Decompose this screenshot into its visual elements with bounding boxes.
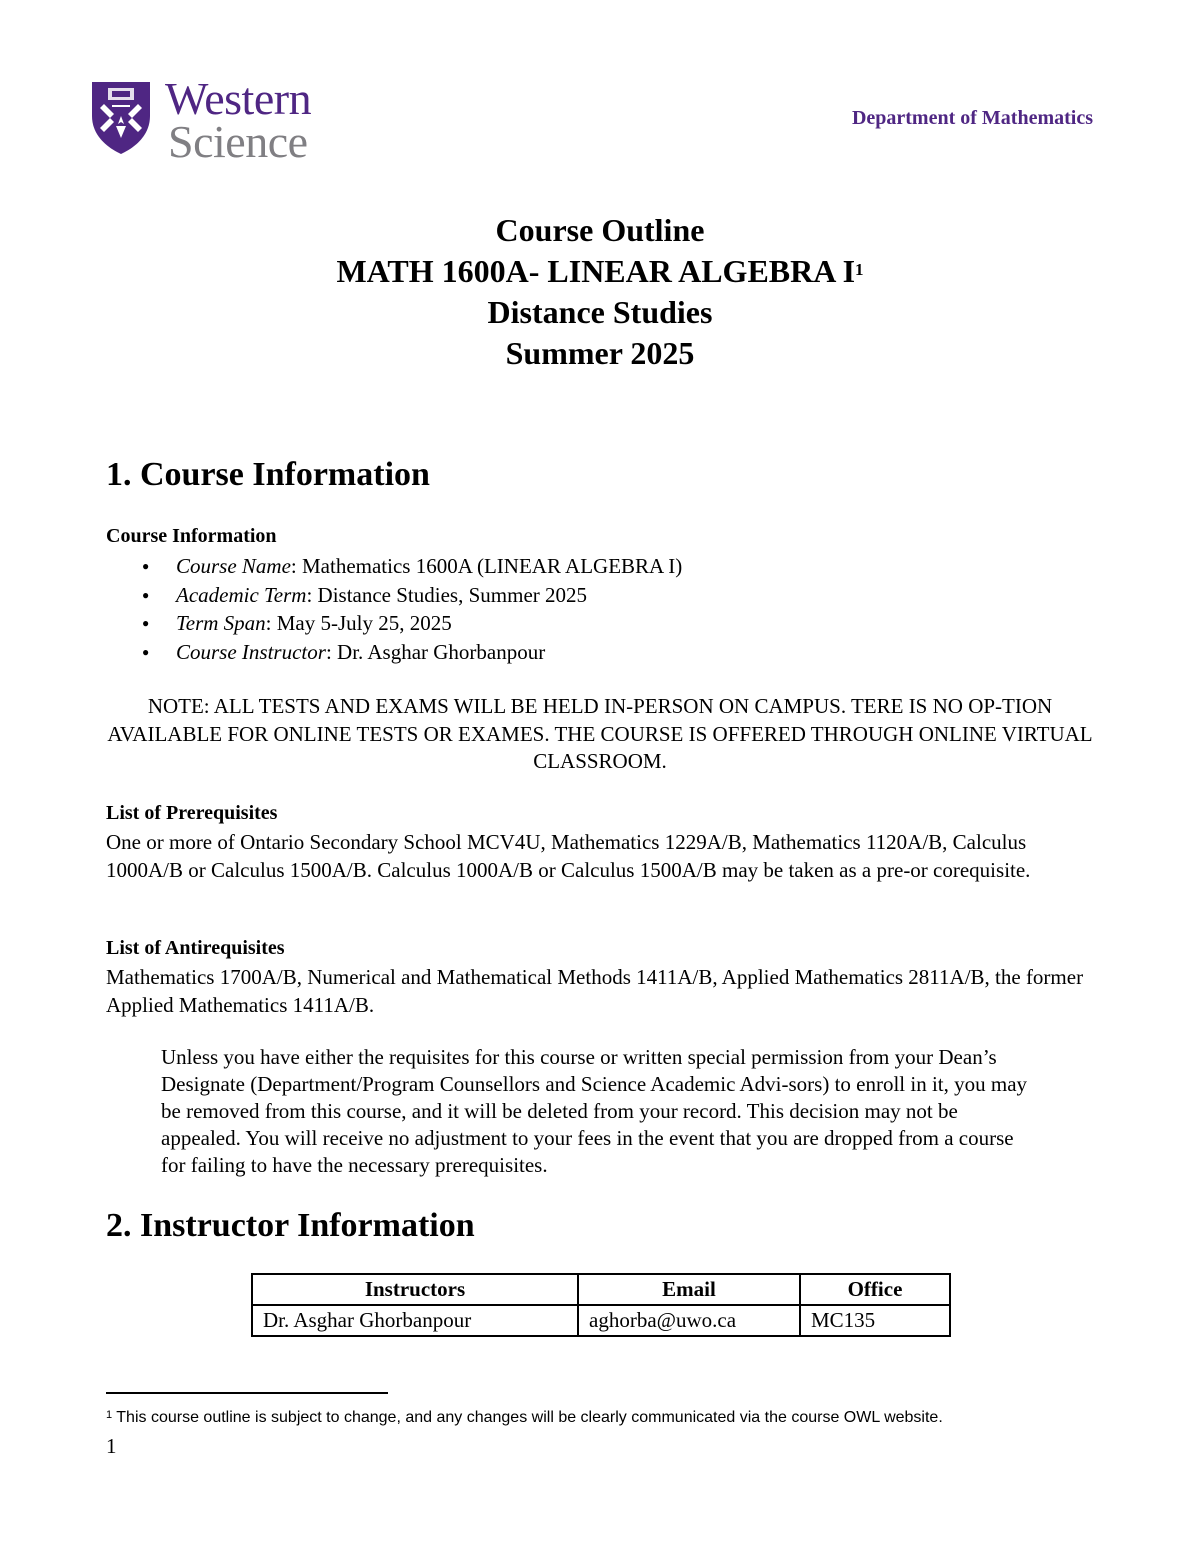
instructor-name-cell: Dr. Asghar Ghorbanpour: [252, 1305, 578, 1336]
department-name: Department of Mathematics: [851, 107, 1093, 129]
column-header-instructors: Instructors: [252, 1274, 578, 1305]
footnote-reference[interactable]: 1: [855, 260, 864, 279]
subheading-antirequisites: List of Antirequisites: [106, 937, 285, 959]
course-code-text: MATH 1600A- LINEAR ALGEBRA I: [336, 253, 856, 289]
item-label: Course Instructor: [176, 639, 326, 664]
subheading-prerequisites: List of Prerequisites: [106, 802, 278, 824]
item-label: Course Name: [176, 554, 291, 578]
list-item: [138, 552, 682, 581]
section-heading-course-information: 1. Course Information: [106, 456, 430, 493]
requisite-warning-paragraph: Unless you have either the requisites for this course or written special permission from your Dean’s Designate (Department/Program Counsellors and Science Academic Advi-sors) to enroll in it, you may be removed from this course, and it will be deleted from your record. This decision may not be appealed. You will receive no adjustment to your fees in the event that you are dropped from a course for failing to have the necessary prerequisites.: [161, 1045, 1028, 1177]
table-header-row: [252, 1274, 950, 1305]
list-item: [138, 581, 682, 610]
subheading-course-information: Course Information: [106, 525, 277, 547]
instructor-table: [251, 1273, 951, 1337]
title-line-course-outline: Course Outline: [495, 212, 705, 248]
prerequisites-text: One or more of Ontario Secondary School MCV4U, Mathematics 1229A/B, Mathematics 1120A/B, Calculus 1000A/B or Calculus 1500A/B. Calculus 1000A/B or Calculus 1500A/B may be taken as a pre-or corequisite.: [106, 830, 1031, 882]
item-value: : Mathematics 1600A (LINEAR ALGEBRA I): [290, 554, 683, 578]
title-line-delivery: Distance Studies: [487, 294, 713, 330]
instructor-email-cell[interactable]: aghorba@uwo.ca: [578, 1305, 800, 1336]
page-number: 1: [106, 1434, 117, 1458]
instructor-office-cell: MC135: [800, 1305, 950, 1336]
item-value: : Dr. Asghar Ghorbanpour: [325, 639, 546, 664]
section-heading-instructor-information: 2. Instructor Information: [106, 1207, 475, 1244]
list-item: [138, 638, 682, 667]
list-item: [138, 609, 682, 638]
column-header-office: Office: [800, 1274, 950, 1305]
item-value: : Distance Studies, Summer 2025: [306, 582, 588, 607]
item-value: : May 5-July 25, 2025: [265, 611, 452, 635]
course-info-list: [138, 552, 682, 666]
item-label: Academic Term: [176, 582, 307, 607]
footnote-divider: [106, 1392, 388, 1394]
antirequisites-text: Mathematics 1700A/B, Numerical and Mathematical Methods 1411A/B, Applied Mathematics 2811A/B, the former Applied Mathematics 1411A/B.: [106, 965, 1084, 1017]
logo-wordmark-western: Western: [165, 73, 312, 124]
logo-wordmark-science: Science: [168, 116, 308, 167]
footnote-text: This course outline is subject to change, and any changes will be clearly communicated via the course OWL website.: [112, 1409, 943, 1426]
item-label: Term Span: [176, 611, 266, 635]
column-header-email: Email: [578, 1274, 800, 1305]
footnote-mark: 1: [106, 1409, 113, 1421]
western-shield-logo: [88, 78, 154, 156]
title-line-course-code: [0, 251, 1200, 292]
in-person-exam-note: NOTE: ALL TESTS AND EXAMS WILL BE HELD IN-PERSON ON CAMPUS. TERE IS NO OP-TION AVAILABLE FOR ONLINE TESTS OR EXAMES. THE COURSE IS OFFERED THROUGH ONLINE VIRTUAL CLASSROOM.: [107, 694, 1093, 773]
table-row: [252, 1305, 950, 1336]
footnote: [106, 1409, 943, 1427]
title-line-term: Summer 2025: [505, 335, 695, 371]
title-block: [0, 210, 1200, 374]
